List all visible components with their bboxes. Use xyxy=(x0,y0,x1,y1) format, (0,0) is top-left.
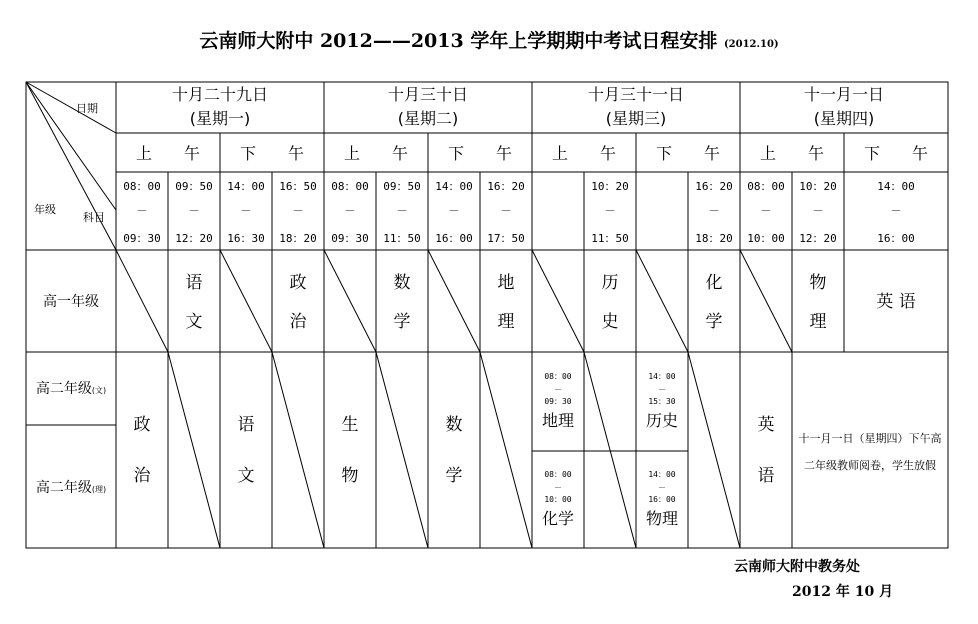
pm-label: 下 午 xyxy=(239,144,304,163)
day-2-date: 十月三十日 xyxy=(387,85,468,104)
g2-yuwen-1: 语 xyxy=(237,415,255,435)
slot-dash: － xyxy=(604,204,616,217)
g2-arts-a-subject: 地理 xyxy=(541,411,574,430)
grade-1-label: 高一年级 xyxy=(43,294,99,310)
slot-end-time: 12：20 xyxy=(799,232,837,245)
day-2-weekday: (星期二) xyxy=(397,109,459,128)
day-4-weekday: (星期四) xyxy=(813,109,875,128)
pm-label: 下 午 xyxy=(863,144,928,163)
g2-sci-a-dash: － xyxy=(554,483,562,492)
g1-dili-2: 理 xyxy=(497,312,515,332)
g1-lishi-2: 史 xyxy=(601,312,619,332)
slot-end-time: 09：30 xyxy=(123,232,161,245)
slot-end-time: 16：00 xyxy=(877,232,915,245)
day-1-weekday: (星期一) xyxy=(189,109,251,128)
g1-yuwen-2: 文 xyxy=(185,312,203,332)
slot-start-time: 08：00 xyxy=(331,180,369,193)
slot-dash: － xyxy=(890,204,902,217)
g2-shuxue-1: 数 xyxy=(445,415,463,435)
slot-start-time: 10：20 xyxy=(591,180,629,193)
corner-subject-label: 科目 xyxy=(83,211,105,224)
slot-dash: － xyxy=(344,204,356,217)
g2-sci-b-dash: － xyxy=(658,483,666,492)
g2-sci-b-start: 14：00 xyxy=(648,470,676,479)
slot-end-time: 12：20 xyxy=(175,232,213,245)
slot-start-time: 14：00 xyxy=(435,180,473,193)
g2-yuwen-2: 文 xyxy=(237,466,255,486)
slot-dash: － xyxy=(708,204,720,217)
g2-zhengzhi-1: 政 xyxy=(133,415,151,435)
slot-dash: － xyxy=(396,204,408,217)
day-1-date: 十月二十九日 xyxy=(171,85,268,104)
g2-sci-a-end: 10：00 xyxy=(544,495,572,504)
slot-dash: － xyxy=(760,204,772,217)
slot-start-time: 10：20 xyxy=(799,180,837,193)
g2-arts-a-dash: － xyxy=(554,385,562,394)
g2-arts-b-subject: 历史 xyxy=(645,411,678,430)
title-text: 云南师大附中 2012——2013 学年上学期期中考试日程安排 xyxy=(199,30,718,52)
slot-end-time: 16：00 xyxy=(435,232,473,245)
g2-shuxue-2: 学 xyxy=(445,466,463,486)
slot-start-time: 16：20 xyxy=(487,180,525,193)
slot-dash: － xyxy=(136,204,148,217)
g1-wuli-1: 物 xyxy=(809,273,827,293)
am-label: 上 午 xyxy=(135,144,200,163)
g2-shengwu-2: 物 xyxy=(341,466,359,486)
day-3-date: 十月三十一日 xyxy=(587,85,684,104)
g1-lishi-1: 历 xyxy=(601,273,619,293)
slot-start-time: 16：20 xyxy=(695,180,733,193)
slot-dash: － xyxy=(812,204,824,217)
am-label: 上 午 xyxy=(759,144,824,163)
corner-date-label: 日期 xyxy=(76,102,98,115)
slot-dash: － xyxy=(188,204,200,217)
slot-end-time: 11：50 xyxy=(591,232,629,245)
g2-yingyu-2: 语 xyxy=(757,466,775,486)
footer-office: 云南师大附中教务处 xyxy=(734,559,860,575)
note-line-1: 十一月一日（星期四）下午高 xyxy=(798,432,942,445)
slot-end-time: 09：30 xyxy=(331,232,369,245)
slot-start-time: 08：00 xyxy=(747,180,785,193)
g2-arts-a-start: 08：00 xyxy=(544,372,572,381)
slot-dash: － xyxy=(240,204,252,217)
slot-dash: － xyxy=(292,204,304,217)
g1-wuli-2: 理 xyxy=(809,312,827,332)
slot-end-time: 16：30 xyxy=(227,232,265,245)
footer-date: 2012 年 10 月 xyxy=(792,584,894,600)
g2-zhengzhi-2: 治 xyxy=(133,466,151,486)
g1-yuwen-1: 语 xyxy=(185,273,203,293)
g2-arts-b-start: 14：00 xyxy=(648,372,676,381)
g2-arts-a-end: 09：30 xyxy=(544,397,572,406)
am-label: 上 午 xyxy=(551,144,616,163)
g1-yingyu: 英 语 xyxy=(876,292,916,312)
am-label: 上 午 xyxy=(343,144,408,163)
grade-2-arts-label: 高二年级(文) xyxy=(35,381,107,397)
g1-zhengzhi-2: 治 xyxy=(289,312,307,332)
slot-start-time: 14：00 xyxy=(877,180,915,193)
g1-huaxue-2: 学 xyxy=(705,312,723,332)
slot-start-time: 08：00 xyxy=(123,180,161,193)
slot-end-time: 18：20 xyxy=(279,232,317,245)
slot-end-time: 17：50 xyxy=(487,232,525,245)
g2-arts-b-dash: － xyxy=(658,385,666,394)
g1-huaxue-1: 化 xyxy=(705,273,723,293)
pm-label: 下 午 xyxy=(447,144,512,163)
slot-start-time: 09：50 xyxy=(383,180,421,193)
g2-sci-a-start: 08：00 xyxy=(544,470,572,479)
slot-dash: － xyxy=(448,204,460,217)
slot-dash: － xyxy=(500,204,512,217)
slot-start-time: 16：50 xyxy=(279,180,317,193)
g1-dili-1: 地 xyxy=(497,273,515,293)
g2-sci-a-subject: 化学 xyxy=(541,509,574,528)
g2-sci-b-end: 16：00 xyxy=(648,495,676,504)
g1-shuxue-1: 数 xyxy=(393,273,411,293)
corner-grade-label: 年级 xyxy=(34,203,56,216)
note-line-2: 二年级教师阅卷，学生放假 xyxy=(804,459,936,472)
slot-end-time: 10：00 xyxy=(747,232,785,245)
day-4-date: 十一月一日 xyxy=(803,85,884,104)
slot-start-time: 14：00 xyxy=(227,180,265,193)
slot-end-time: 11：50 xyxy=(383,232,421,245)
g1-shuxue-2: 学 xyxy=(393,312,411,332)
g1-zhengzhi-1: 政 xyxy=(289,273,307,293)
grade-2-science-label: 高二年级(理) xyxy=(35,480,107,496)
title-date: (2012.10) xyxy=(723,39,779,50)
day-3-weekday: (星期三) xyxy=(605,109,667,128)
pm-label: 下 午 xyxy=(655,144,720,163)
slot-start-time: 09：50 xyxy=(175,180,213,193)
slot-end-time: 18：20 xyxy=(695,232,733,245)
g2-arts-b-end: 15：30 xyxy=(648,397,676,406)
g2-sci-b-subject: 物理 xyxy=(645,509,678,528)
g2-shengwu-1: 生 xyxy=(341,415,359,435)
g2-yingyu-1: 英 xyxy=(757,415,775,435)
